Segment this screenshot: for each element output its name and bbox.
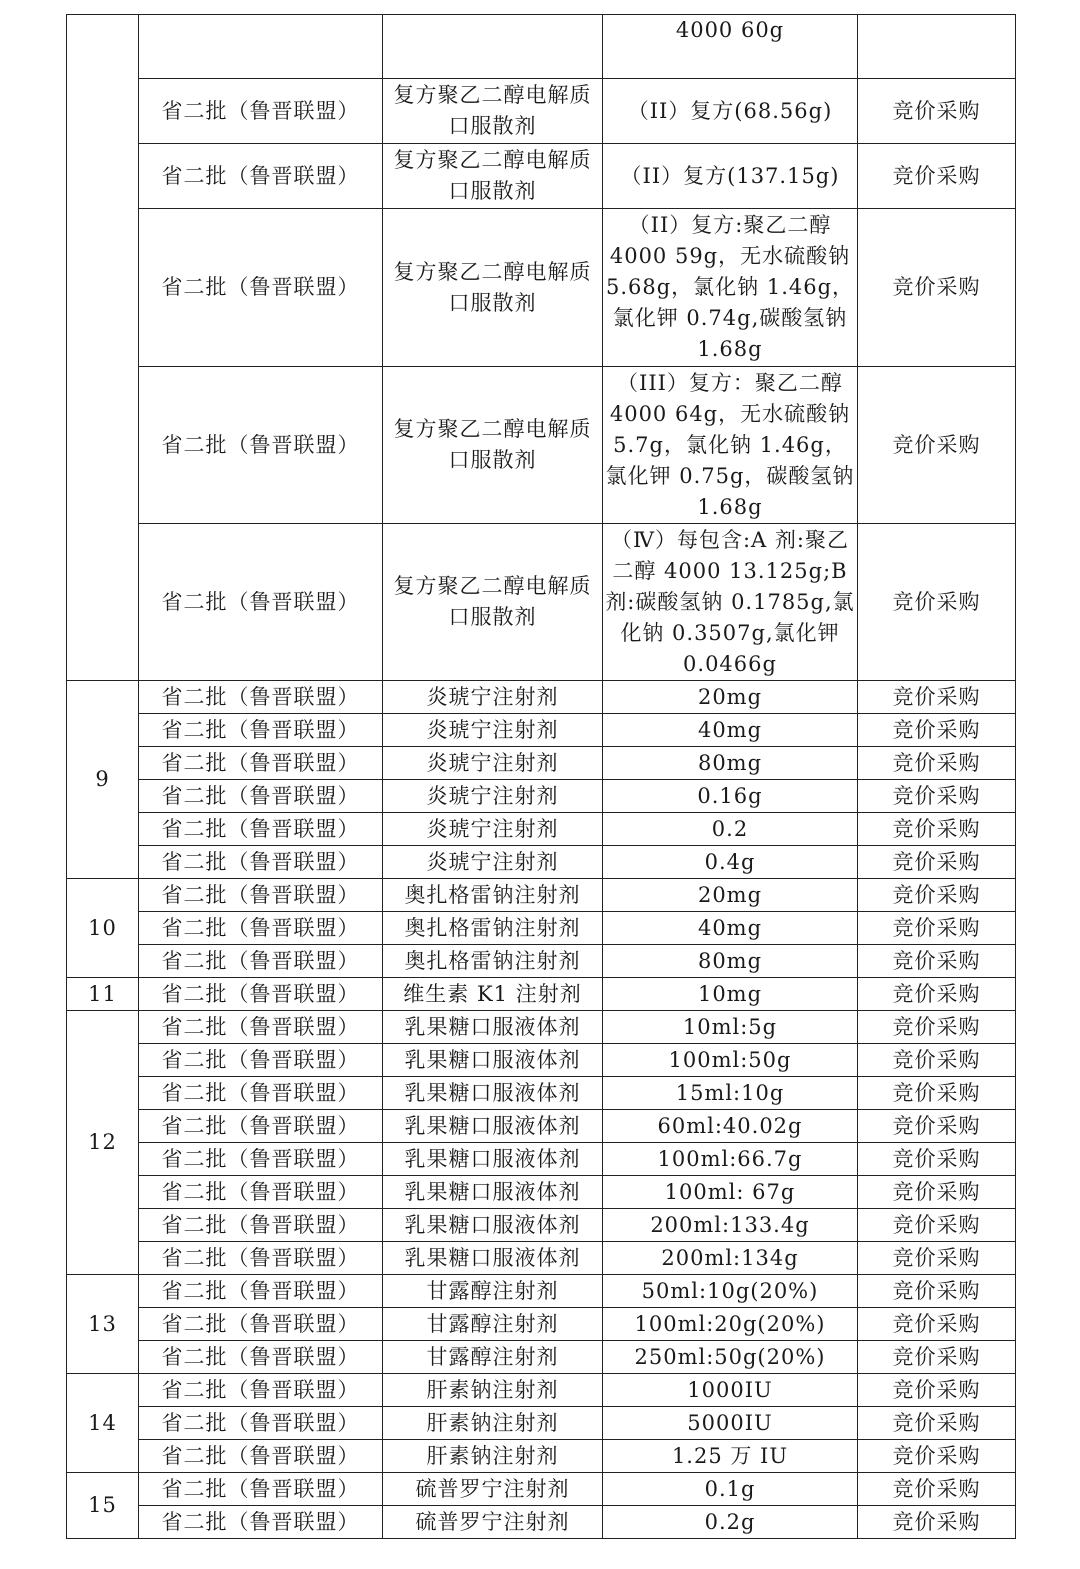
spec-cell: （III）复方：聚乙二醇4000 64g，无水硫酸钠5.7g，氯化钠 1.46g，氯化钾 0.75g，碳酸氢钠1.68g — [603, 367, 858, 524]
batch-cell: 省二批（鲁晋联盟） — [139, 1341, 383, 1374]
batch-cell: 省二批（鲁晋联盟） — [139, 747, 383, 780]
spec-cell: 4000 60g — [603, 15, 858, 79]
spec-cell: 10mg — [603, 978, 858, 1011]
batch-cell: 省二批（鲁晋联盟） — [139, 367, 383, 524]
drug-name-cell: 复方聚乙二醇电解质口服散剂 — [383, 209, 603, 367]
method-cell: 竞价采购 — [858, 747, 1016, 780]
table-row — [67, 714, 1016, 747]
batch-cell: 省二批（鲁晋联盟） — [139, 1176, 383, 1209]
method-cell: 竞价采购 — [858, 813, 1016, 846]
spec-cell: 100ml:20g(20%) — [603, 1308, 858, 1341]
group-number-cell: 11 — [67, 978, 139, 1011]
table-row — [67, 1374, 1016, 1407]
table-row — [67, 1176, 1016, 1209]
spec-cell: 100ml: 67g — [603, 1176, 858, 1209]
method-cell: 竞价采购 — [858, 714, 1016, 747]
batch-cell: 省二批（鲁晋联盟） — [139, 1506, 383, 1539]
table-row — [67, 144, 1016, 209]
drug-name-cell: 奥扎格雷钠注射剂 — [383, 912, 603, 945]
drug-name-cell: 肝素钠注射剂 — [383, 1374, 603, 1407]
drug-name-cell: 肝素钠注射剂 — [383, 1440, 603, 1473]
drug-name-cell: 乳果糖口服液体剂 — [383, 1077, 603, 1110]
spec-cell: （II）复方(68.56g) — [603, 79, 858, 144]
method-cell: 竞价采购 — [858, 79, 1016, 144]
drug-name-cell: 复方聚乙二醇电解质口服散剂 — [383, 524, 603, 681]
drug-name-cell: 复方聚乙二醇电解质口服散剂 — [383, 79, 603, 144]
spec-cell: 0.2g — [603, 1506, 858, 1539]
table-row — [67, 1308, 1016, 1341]
method-cell: 竞价采购 — [858, 1374, 1016, 1407]
method-cell: 竞价采购 — [858, 945, 1016, 978]
spec-cell: 200ml:133.4g — [603, 1209, 858, 1242]
method-cell: 竞价采购 — [858, 1011, 1016, 1044]
method-cell: 竞价采购 — [858, 1275, 1016, 1308]
table-row — [67, 681, 1016, 714]
batch-cell: 省二批（鲁晋联盟） — [139, 1407, 383, 1440]
group-number-cell — [67, 15, 139, 681]
drug-name-cell: 维生素 K1 注射剂 — [383, 978, 603, 1011]
spec-cell: 0.2 — [603, 813, 858, 846]
method-cell: 竞价采购 — [858, 1506, 1016, 1539]
spec-cell: （II）复方:聚乙二醇4000 59g，无水硫酸钠5.68g，氯化钠 1.46g，氯化钾 0.74g,碳酸氢钠1.68g — [603, 209, 858, 367]
drug-name-cell: 炎琥宁注射剂 — [383, 813, 603, 846]
batch-cell: 省二批（鲁晋联盟） — [139, 780, 383, 813]
group-number-cell: 9 — [67, 681, 139, 879]
table-body — [67, 15, 1016, 1539]
drug-name-cell — [383, 15, 603, 79]
batch-cell: 省二批（鲁晋联盟） — [139, 1275, 383, 1308]
table-row — [67, 978, 1016, 1011]
method-cell: 竞价采购 — [858, 1308, 1016, 1341]
method-cell: 竞价采购 — [858, 1209, 1016, 1242]
batch-cell: 省二批（鲁晋联盟） — [139, 524, 383, 681]
group-number-cell: 14 — [67, 1374, 139, 1473]
batch-cell — [139, 15, 383, 79]
batch-cell: 省二批（鲁晋联盟） — [139, 1440, 383, 1473]
drug-name-cell: 奥扎格雷钠注射剂 — [383, 945, 603, 978]
table-row — [67, 1407, 1016, 1440]
table-row — [67, 524, 1016, 681]
method-cell: 竞价采购 — [858, 1242, 1016, 1275]
drug-name-cell: 炎琥宁注射剂 — [383, 780, 603, 813]
table-row — [67, 1209, 1016, 1242]
table-row — [67, 1440, 1016, 1473]
spec-cell: 250ml:50g(20%) — [603, 1341, 858, 1374]
method-cell: 竞价采购 — [858, 144, 1016, 209]
drug-name-cell: 复方聚乙二醇电解质口服散剂 — [383, 144, 603, 209]
batch-cell: 省二批（鲁晋联盟） — [139, 879, 383, 912]
spec-cell: 20mg — [603, 681, 858, 714]
spec-cell: 100ml:50g — [603, 1044, 858, 1077]
method-cell: 竞价采购 — [858, 1044, 1016, 1077]
batch-cell: 省二批（鲁晋联盟） — [139, 945, 383, 978]
method-cell: 竞价采购 — [858, 978, 1016, 1011]
spec-cell: 60ml:40.02g — [603, 1110, 858, 1143]
spec-cell: 5000IU — [603, 1407, 858, 1440]
method-cell: 竞价采购 — [858, 209, 1016, 367]
batch-cell: 省二批（鲁晋联盟） — [139, 1374, 383, 1407]
table-row — [67, 1275, 1016, 1308]
drug-name-cell: 乳果糖口服液体剂 — [383, 1110, 603, 1143]
drug-name-cell: 乳果糖口服液体剂 — [383, 1209, 603, 1242]
spec-cell: （Ⅳ）每包含:A 剂:聚乙二醇 4000 13.125g;B 剂:碳酸氢钠 0.1785g,氯化钠 0.3507g,氯化钾0.0466g — [603, 524, 858, 681]
table-row — [67, 1110, 1016, 1143]
batch-cell: 省二批（鲁晋联盟） — [139, 1077, 383, 1110]
drug-name-cell: 肝素钠注射剂 — [383, 1407, 603, 1440]
table-row — [67, 747, 1016, 780]
method-cell: 竞价采购 — [858, 1407, 1016, 1440]
method-cell: 竞价采购 — [858, 1077, 1016, 1110]
spec-cell: 50ml:10g(20%) — [603, 1275, 858, 1308]
batch-cell: 省二批（鲁晋联盟） — [139, 1110, 383, 1143]
table-row — [67, 209, 1016, 367]
spec-cell: 40mg — [603, 714, 858, 747]
drug-name-cell: 奥扎格雷钠注射剂 — [383, 879, 603, 912]
spec-cell: 200ml:134g — [603, 1242, 858, 1275]
table-row — [67, 945, 1016, 978]
table-row — [67, 1242, 1016, 1275]
table-row — [67, 879, 1016, 912]
spec-cell: 80mg — [603, 945, 858, 978]
spec-cell: 20mg — [603, 879, 858, 912]
batch-cell: 省二批（鲁晋联盟） — [139, 209, 383, 367]
method-cell: 竞价采购 — [858, 879, 1016, 912]
table-row — [67, 367, 1016, 524]
group-number-cell: 12 — [67, 1011, 139, 1275]
spec-cell: 80mg — [603, 747, 858, 780]
spec-cell: （II）复方(137.15g) — [603, 144, 858, 209]
drug-name-cell: 炎琥宁注射剂 — [383, 681, 603, 714]
batch-cell: 省二批（鲁晋联盟） — [139, 1473, 383, 1506]
batch-cell: 省二批（鲁晋联盟） — [139, 1242, 383, 1275]
batch-cell: 省二批（鲁晋联盟） — [139, 1011, 383, 1044]
method-cell: 竞价采购 — [858, 1473, 1016, 1506]
group-number-cell: 10 — [67, 879, 139, 978]
drug-name-cell: 炎琥宁注射剂 — [383, 747, 603, 780]
group-number-cell: 15 — [67, 1473, 139, 1539]
method-cell: 竞价采购 — [858, 1110, 1016, 1143]
table-row — [67, 912, 1016, 945]
spec-cell: 0.1g — [603, 1473, 858, 1506]
table-row — [67, 79, 1016, 144]
batch-cell: 省二批（鲁晋联盟） — [139, 1143, 383, 1176]
table-row — [67, 1044, 1016, 1077]
batch-cell: 省二批（鲁晋联盟） — [139, 714, 383, 747]
spec-cell: 1.25 万 IU — [603, 1440, 858, 1473]
batch-cell: 省二批（鲁晋联盟） — [139, 1209, 383, 1242]
method-cell: 竞价采购 — [858, 524, 1016, 681]
batch-cell: 省二批（鲁晋联盟） — [139, 912, 383, 945]
table-row — [67, 813, 1016, 846]
drug-name-cell: 乳果糖口服液体剂 — [383, 1143, 603, 1176]
table-row — [67, 1473, 1016, 1506]
spec-cell: 10ml:5g — [603, 1011, 858, 1044]
drug-name-cell: 乳果糖口服液体剂 — [383, 1044, 603, 1077]
drug-name-cell: 炎琥宁注射剂 — [383, 846, 603, 879]
method-cell: 竞价采购 — [858, 1176, 1016, 1209]
method-cell: 竞价采购 — [858, 367, 1016, 524]
spec-cell: 0.4g — [603, 846, 858, 879]
drug-name-cell: 甘露醇注射剂 — [383, 1275, 603, 1308]
method-cell: 竞价采购 — [858, 912, 1016, 945]
table-row — [67, 1143, 1016, 1176]
drug-name-cell: 乳果糖口服液体剂 — [383, 1242, 603, 1275]
spec-cell: 15ml:10g — [603, 1077, 858, 1110]
method-cell — [858, 15, 1016, 79]
group-number-cell: 13 — [67, 1275, 139, 1374]
drug-name-cell: 甘露醇注射剂 — [383, 1341, 603, 1374]
batch-cell: 省二批（鲁晋联盟） — [139, 1308, 383, 1341]
batch-cell: 省二批（鲁晋联盟） — [139, 846, 383, 879]
spec-cell: 100ml:66.7g — [603, 1143, 858, 1176]
method-cell: 竞价采购 — [858, 1143, 1016, 1176]
spec-cell: 40mg — [603, 912, 858, 945]
table-row — [67, 1341, 1016, 1374]
table-row — [67, 1506, 1016, 1539]
batch-cell: 省二批（鲁晋联盟） — [139, 681, 383, 714]
batch-cell: 省二批（鲁晋联盟） — [139, 144, 383, 209]
drug-name-cell: 甘露醇注射剂 — [383, 1308, 603, 1341]
batch-cell: 省二批（鲁晋联盟） — [139, 813, 383, 846]
drug-name-cell: 炎琥宁注射剂 — [383, 714, 603, 747]
drug-name-cell: 硫普罗宁注射剂 — [383, 1506, 603, 1539]
procurement-table — [66, 14, 1016, 1539]
batch-cell: 省二批（鲁晋联盟） — [139, 79, 383, 144]
drug-name-cell: 复方聚乙二醇电解质口服散剂 — [383, 367, 603, 524]
table-row — [67, 1077, 1016, 1110]
drug-name-cell: 乳果糖口服液体剂 — [383, 1011, 603, 1044]
drug-name-cell: 乳果糖口服液体剂 — [383, 1176, 603, 1209]
table-row — [67, 846, 1016, 879]
method-cell: 竞价采购 — [858, 780, 1016, 813]
method-cell: 竞价采购 — [858, 846, 1016, 879]
spec-cell: 0.16g — [603, 780, 858, 813]
method-cell: 竞价采购 — [858, 1440, 1016, 1473]
batch-cell: 省二批（鲁晋联盟） — [139, 978, 383, 1011]
drug-name-cell: 硫普罗宁注射剂 — [383, 1473, 603, 1506]
batch-cell: 省二批（鲁晋联盟） — [139, 1044, 383, 1077]
table-row — [67, 15, 1016, 79]
spec-cell: 1000IU — [603, 1374, 858, 1407]
method-cell: 竞价采购 — [858, 1341, 1016, 1374]
table-row — [67, 1011, 1016, 1044]
table-row — [67, 780, 1016, 813]
method-cell: 竞价采购 — [858, 681, 1016, 714]
